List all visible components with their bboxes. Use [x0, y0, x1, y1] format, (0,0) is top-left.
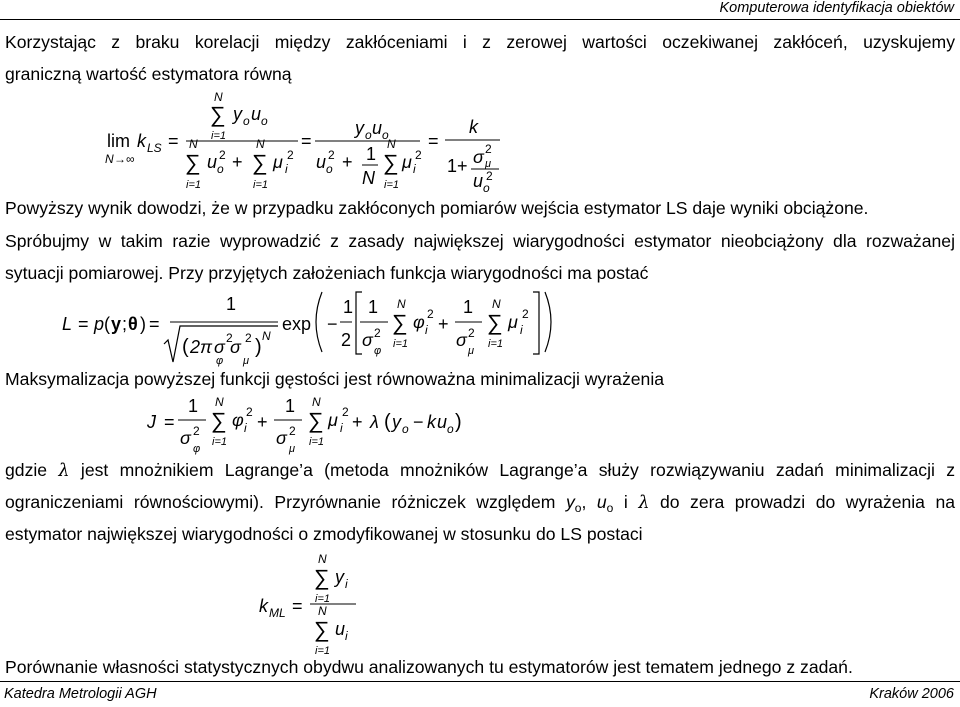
eq1-den-i1b: i=1	[253, 179, 268, 191]
eq4-num-sum-n: N	[318, 552, 327, 566]
eq2-t1-one: 1	[368, 297, 379, 317]
eq2-t1-phi: φ	[374, 345, 382, 357]
eq1-num-u: u	[251, 104, 262, 124]
eq2-den-sigma2: σ	[230, 337, 241, 357]
eq2-t2-mu: μ	[468, 345, 475, 357]
eq1-den-u-sq: 2	[219, 148, 226, 162]
eq1-f3-u-sub: o	[483, 181, 490, 195]
eq4-eq: =	[292, 596, 303, 616]
eq4-k: k	[259, 596, 268, 616]
eq2-t2-sigma-sq: 2	[468, 326, 475, 340]
eq3-t2-mu-sq: 2	[342, 405, 349, 419]
eq2-den-phi: φ	[216, 355, 224, 367]
eq1-f2-den-u-sq: 2	[328, 148, 335, 162]
eq1-ls: LS	[147, 141, 162, 155]
eq1-num-i1: i=1	[211, 130, 226, 142]
p5-lambda-2: λ	[638, 493, 650, 513]
eq2-rp: )	[140, 314, 146, 334]
eq1-lim: lim	[107, 131, 130, 151]
eq3-plus-1: +	[257, 412, 268, 432]
eq1-f2-y-sub: o	[365, 128, 372, 142]
eq3-rp: )	[455, 411, 462, 433]
eq2-t1-phi-sq: 2	[427, 307, 434, 321]
eq1-eq-1: =	[168, 131, 179, 151]
eq1-f2-den-sum: ∑	[383, 150, 399, 175]
eq2-t2-sum: ∑	[487, 310, 503, 335]
eq2-den-sigma1-sq: 2	[226, 331, 233, 345]
eq1-den-n2: N	[256, 137, 265, 151]
p5-y-sub: o	[574, 501, 582, 515]
eq2-2pi: 2π	[190, 337, 213, 357]
eq3-t1-one: 1	[188, 396, 199, 416]
eq1-den-mu: μ	[273, 152, 283, 172]
eq4-den-sum: ∑	[314, 617, 330, 642]
eq1-f2-u-sub: o	[382, 128, 389, 142]
eq1-k: k	[137, 131, 146, 151]
eq2-den-sigma1: σ	[214, 337, 225, 357]
eq1-num-sum: ∑	[210, 102, 226, 127]
eq3-t2-mu-sub: i	[340, 421, 343, 435]
eq1-f3-sigma-sub: μ	[485, 158, 492, 170]
eq1-f2-y: y	[355, 118, 364, 138]
eq2-den-sigma2-sq: 2	[245, 331, 252, 345]
eq4-den-sum-n: N	[318, 604, 327, 618]
eq2-t2-sum-i1: i=1	[488, 338, 503, 350]
p5-line2-b: do zera prowadzi do wyrażenia na	[659, 492, 956, 512]
eq3-t1-sigma: σ	[180, 428, 191, 448]
eq2-t2-mu-i: μ	[508, 312, 518, 332]
eq3-t2-sigma-sq: 2	[289, 424, 296, 438]
eq1-den-mu-sq: 2	[287, 148, 294, 162]
eq1-eq-3: =	[428, 131, 439, 151]
eq2-t1-sigma-sq: 2	[374, 326, 381, 340]
eq2-semi: ;	[122, 314, 128, 334]
eq2-t2-mu-sq: 2	[522, 307, 529, 321]
eq4-ml: ML	[269, 606, 286, 620]
eq2-theta: θ	[128, 314, 138, 334]
eq3-t1-sigma-sq: 2	[193, 424, 200, 438]
eq1-f3-onep: 1+	[447, 156, 468, 176]
eq1-num-y: y	[233, 104, 242, 124]
p5-line1-rest: jest mnożnikiem Lagrange’a (metoda mnożników Lagrange’a służy rozwiązywaniu zadań minimalizacji z	[80, 460, 956, 480]
eq1-den-u-sub: o	[217, 162, 224, 176]
eq3-t1-phi-i: φ	[232, 410, 244, 430]
eq3-t1-phi-sub: i	[244, 421, 247, 435]
eq3-t2-one: 1	[285, 396, 296, 416]
eq2-t1-phi-i: φ	[413, 312, 425, 332]
eq4-num-y: y	[335, 567, 344, 587]
eq3-t2-sigma: σ	[276, 428, 287, 448]
p5-gdzie: gdzie	[5, 460, 48, 480]
eq1-den-sum2: ∑	[252, 150, 268, 175]
eq3-t1-sum-i1: i=1	[212, 436, 227, 448]
eq1-lim-n: N	[105, 152, 114, 166]
eq3-t1-phi: φ	[193, 443, 201, 455]
eq2-den-mu: μ	[243, 355, 250, 367]
eq2-den-rp: )	[255, 336, 262, 358]
eq3-lp: (	[384, 411, 391, 433]
eq1-f3-sigma-sq: 2	[485, 142, 492, 156]
eq2-L: L	[62, 314, 73, 334]
eq1-den-mu-sub: i	[285, 162, 288, 176]
eq3-t1-phi-sq: 2	[246, 405, 253, 419]
eq3-lambda: λ	[370, 412, 379, 432]
eq1-eq-2: =	[301, 131, 312, 151]
eq1-den-i1a: i=1	[186, 179, 201, 191]
paragraph-3-line-1: Spróbujmy w takim razie wyprowadzić z zasady największej wiarygodności estymator nieobciążony dla rozważanej	[5, 231, 955, 251]
eq1-den-n1: N	[189, 137, 198, 151]
eq2-eq-2: =	[149, 314, 160, 334]
paragraph-1-line-1: Korzystając z braku korelacji między zakłóceniami i z zerowej wartości oczekiwanej zakłóceń, uzyskujemy	[5, 32, 955, 52]
paragraph-1-line-2: graniczną wartość estymatora równą	[5, 64, 292, 84]
eq2-y: y	[111, 314, 122, 334]
eq2-t2-sigma: σ	[456, 330, 467, 350]
footer-rule	[0, 681, 960, 682]
eq1-num-n: N	[214, 90, 223, 104]
eq2-p: p	[94, 314, 105, 334]
p5-line2-a: ograniczeniami równościowymi). Przyrównanie różniczek względem	[5, 492, 556, 512]
paragraph-6: Porównanie własności statystycznych obydwu analizowanych tu estymatorów jest tematem jednego z zadań.	[5, 657, 853, 677]
p5-lambda-1: λ	[58, 461, 70, 481]
eq3-t2-sum-i1: i=1	[309, 436, 324, 448]
eq1-f2-u: u	[372, 118, 383, 138]
eq4-den-u: u	[335, 619, 346, 639]
paragraph-4: Maksymalizacja powyższej funkcji gęstości jest równoważna minimalizacji wyrażenia	[5, 369, 665, 389]
eq3-t2-sum: ∑	[308, 408, 324, 433]
eq2-t2-one: 1	[463, 297, 474, 317]
eq1-f2-den-u-sub: o	[326, 162, 333, 176]
eq3-t1-sum-n: N	[215, 395, 224, 409]
eq1-f3-k: k	[469, 117, 478, 137]
eq3-t1-sum: ∑	[211, 408, 227, 433]
eq1-f2-den-mu-sub: i	[413, 162, 416, 176]
eq2-t1-sum: ∑	[392, 310, 408, 335]
eq4-den-u-sub: i	[345, 629, 348, 643]
eq2-den-pow-n: N	[262, 329, 271, 343]
eq1-f2-den-mu-sq: 2	[415, 148, 422, 162]
eq2-t1-sigma: σ	[362, 330, 373, 350]
eq2-t1-phi-sub: i	[425, 323, 428, 337]
eq3-eq: =	[164, 412, 175, 432]
eq2-eq-1: =	[78, 314, 89, 334]
eq1-f3-u-sq: 2	[486, 169, 493, 183]
eq2-plus: +	[438, 314, 449, 334]
footer-right: Kraków 2006	[869, 686, 954, 702]
eq1-den-plus: +	[232, 152, 243, 172]
eq2-lp: (	[104, 314, 110, 334]
eq3-u-sub: o	[447, 422, 454, 436]
p5-i: i	[623, 492, 628, 512]
eq1-f2-den-u: u	[316, 152, 327, 172]
eq2-den-lp: (	[182, 336, 189, 358]
p5-comma: ,	[581, 492, 587, 512]
eq1-f2-den-plus: +	[342, 152, 353, 172]
eq1-f2-den-mu: μ	[402, 152, 412, 172]
eq3-t2-mu-i: μ	[328, 410, 338, 430]
eq1-num-u-sub: o	[261, 114, 268, 128]
eq3-t2-sum-n: N	[312, 395, 321, 409]
p5-u-sub: o	[606, 501, 614, 515]
eq3-k: k	[427, 412, 436, 432]
eq3-J: J	[147, 412, 156, 432]
eq4-den-sum-i1: i=1	[315, 645, 330, 657]
eq2-frac-one: 1	[226, 294, 237, 314]
eq2-exp: exp	[282, 314, 312, 334]
eq4-num-sum: ∑	[314, 565, 330, 590]
p5-y: y	[565, 492, 575, 512]
eq1-f3-u: u	[473, 171, 484, 191]
eq1-f2-den-i1: i=1	[384, 179, 399, 191]
eq3-u: u	[437, 412, 448, 432]
eq3-minus: −	[413, 412, 424, 432]
footer-left: Katedra Metrologii AGH	[4, 686, 157, 702]
eq1-lim-arrow: →∞	[114, 152, 135, 166]
eq1-den-u: u	[207, 152, 218, 172]
paragraph-2: Powyższy wynik dowodzi, że w przypadku zakłóconych pomiarów wejścia estymator LS daje wyniki obciążone.	[5, 198, 869, 218]
eq1-f2-den-one: 1	[366, 144, 377, 164]
eq4-num-sum-i1: i=1	[315, 593, 330, 605]
eq3-t2-mu: μ	[289, 443, 296, 455]
eq3-y: y	[392, 412, 401, 432]
eq2-t2-mu-sub: i	[520, 323, 523, 337]
paragraph-3-line-2: sytuacji pomiarowej. Przy przyjętych założeniach funkcja wiarygodności ma postać	[5, 263, 649, 283]
eq2-t1-sum-n: N	[397, 297, 406, 311]
eq1-num-y-sub: o	[243, 114, 250, 128]
eq1-den-sum1: ∑	[185, 150, 201, 175]
eq3-y-sub: o	[402, 422, 409, 436]
page-header: Komputerowa identyfikacja obiektów	[719, 0, 954, 16]
eq2-t1-sum-i1: i=1	[393, 338, 408, 350]
eq2-half-two: 2	[341, 330, 352, 350]
eq1-f2-den-n-top: N	[387, 137, 396, 151]
eq1-f3-sigma: σ	[473, 147, 484, 167]
paragraph-5-line-3: estymator największej wiarygodności o zmodyfikowanej w stosunku do LS postaci	[5, 524, 643, 544]
eq4-num-y-sub: i	[345, 577, 348, 591]
p5-u: u	[596, 492, 607, 512]
eq2-minus: −	[327, 314, 338, 334]
eq3-plus-2: +	[352, 412, 363, 432]
eq1-f2-den-n: N	[362, 168, 375, 188]
eq2-half-one: 1	[343, 297, 354, 317]
eq2-t2-sum-n: N	[492, 297, 501, 311]
